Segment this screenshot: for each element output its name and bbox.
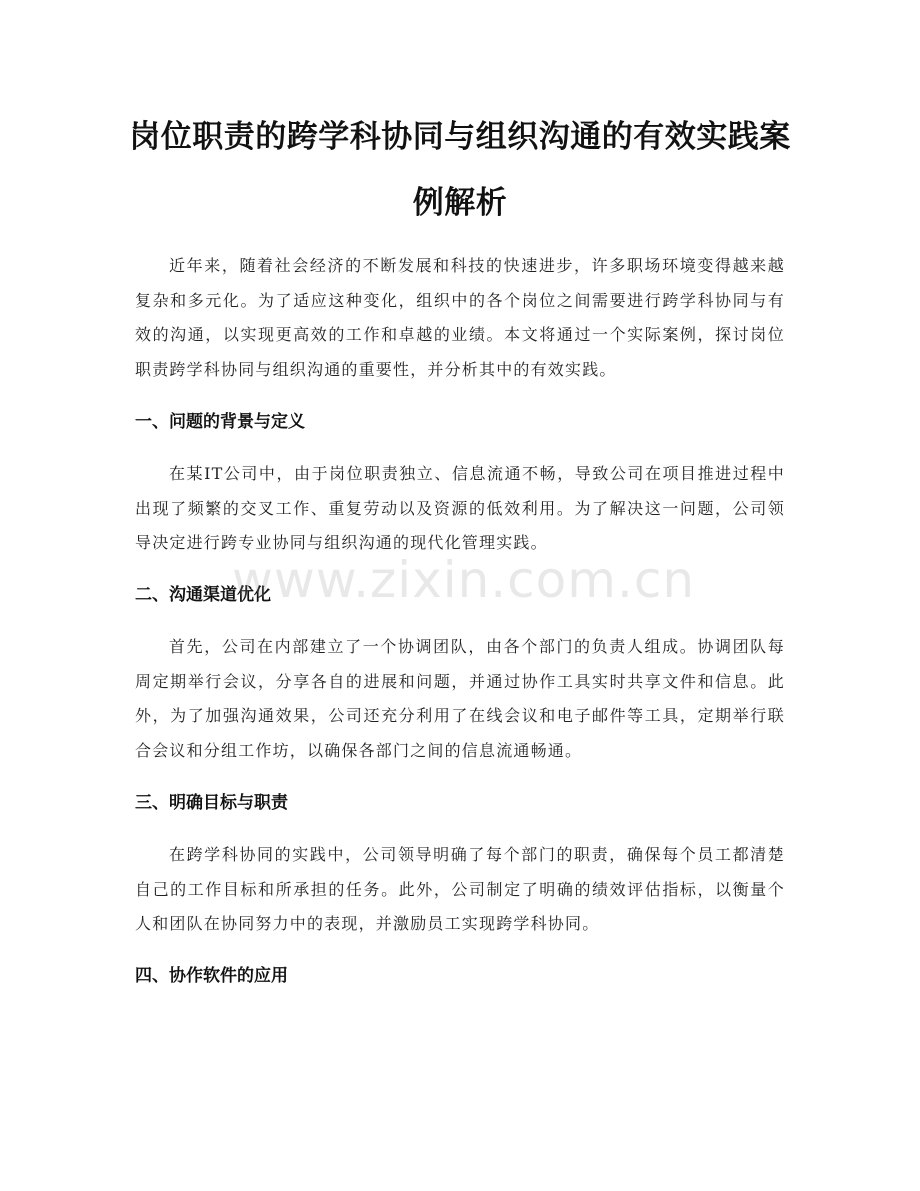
section-3-heading: 三、明确目标与职责	[135, 793, 288, 813]
section-1-heading: 一、问题的背景与定义	[135, 412, 305, 432]
watermark-text: www.zixin.com.cn	[232, 551, 696, 609]
section-4-heading: 四、协作软件的应用	[135, 966, 288, 986]
section-2-paragraph: 首先，公司在内部建立了一个协调团队，由各个部门的负责人组成。协调团队每周定期举行会议，分享各自的进展和问题，并通过协作工具实时共享文件和信息。此外，为了加强沟通效果，公司还充分利用了在线会议和电子邮件等工具，定期举行联合会议和分组工作坊，以确保各部门之间的信息流通畅通。	[135, 637, 785, 761]
intro-paragraph: 近年来，随着社会经济的不断发展和科技的快速进步，许多职场环境变得越来越复杂和多元化。为了适应这种变化，组织中的各个岗位之间需要进行跨学科协同与有效的沟通，以实现更高效的工作和卓越的业绩。本文将通过一个实际案例，探讨岗位职责跨学科协同与组织沟通的重要性，并分析其中的有效实践。	[135, 256, 785, 380]
document-title: 岗位职责的跨学科协同与组织沟通的有效实践案例解析	[129, 119, 791, 221]
section-1-paragraph: 在某IT公司中，由于岗位职责独立、信息流通不畅，导致公司在项目推进过程中出现了频繁的交叉工作、重复劳动以及资源的低效利用。为了解决这一问题，公司领导决定进行跨专业协同与组织沟通的现代化管理实践。	[135, 464, 785, 553]
section-3-paragraph: 在跨学科协同的实践中，公司领导明确了每个部门的职责，确保每个员工都清楚自己的工作目标和所承担的任务。此外，公司制定了明确的绩效评估指标，以衡量个人和团队在协同努力中的表现，并激励员工实现跨学科协同。	[135, 845, 785, 934]
section-2-heading: 二、沟通渠道优化	[135, 585, 271, 605]
